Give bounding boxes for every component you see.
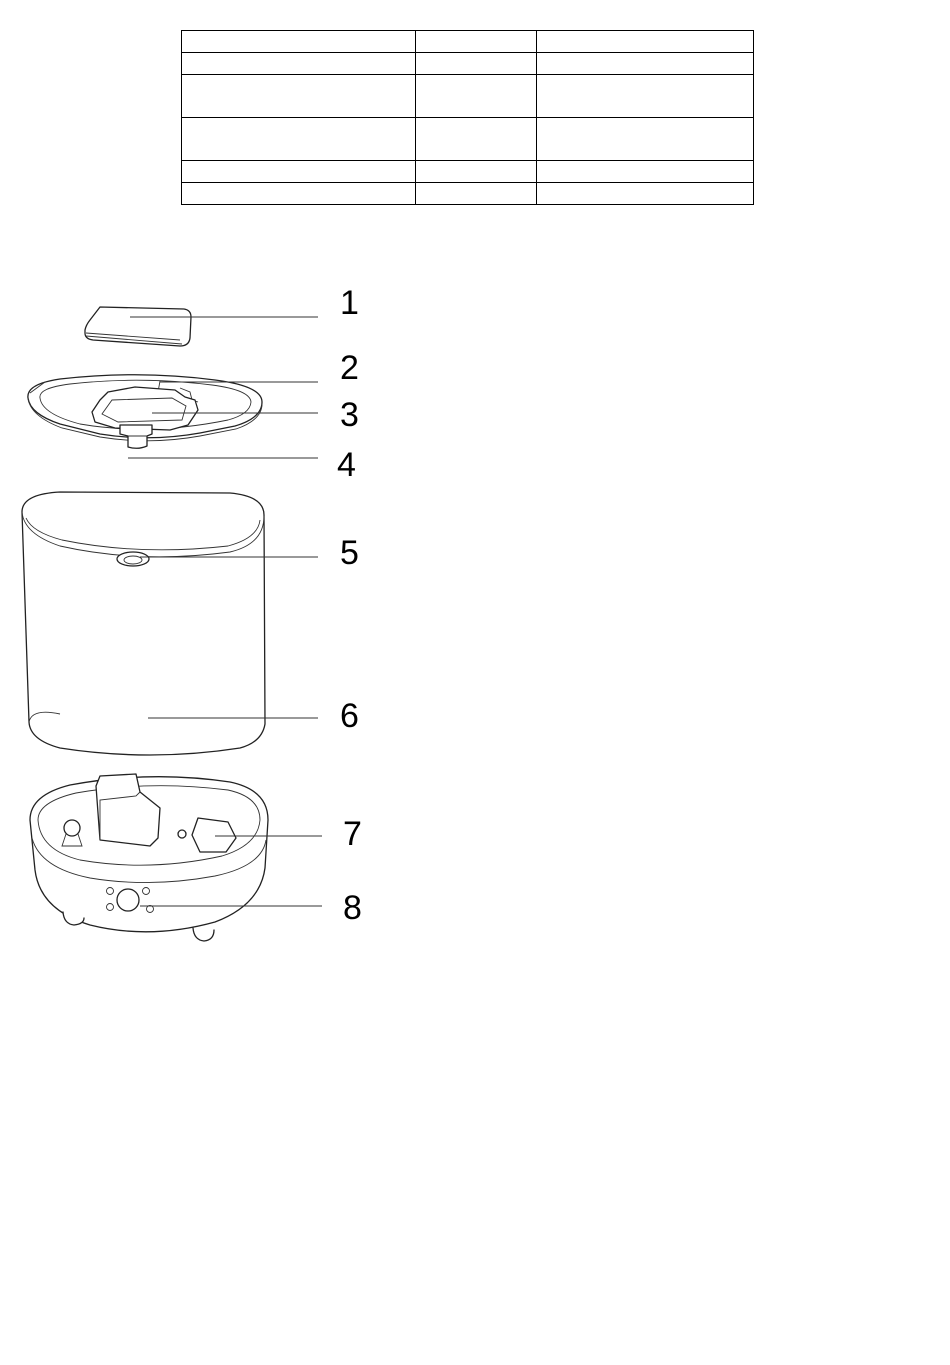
spec-row-6 xyxy=(182,183,754,205)
spec-cell xyxy=(416,161,537,183)
spec-cell xyxy=(416,118,537,161)
spec-cell xyxy=(416,53,537,75)
callout-labels xyxy=(337,284,362,927)
spec-cell xyxy=(416,31,537,53)
spec-cell xyxy=(182,161,416,183)
spec-row-1 xyxy=(182,31,754,53)
callout-label-7: 7 xyxy=(343,815,362,853)
spec-cell xyxy=(537,161,754,183)
spec-cell xyxy=(537,118,754,161)
spec-cell xyxy=(537,183,754,205)
spec-table-body xyxy=(182,31,754,205)
spec-cell xyxy=(182,53,416,75)
part-water-tank xyxy=(22,492,265,755)
callout-label-2: 2 xyxy=(340,349,359,387)
spec-cell xyxy=(537,31,754,53)
spec-cell xyxy=(182,183,416,205)
spec-row-2 xyxy=(182,53,754,75)
spec-cell xyxy=(537,53,754,75)
spec-cell xyxy=(416,183,537,205)
spec-row-4 xyxy=(182,118,754,161)
spec-cell xyxy=(537,75,754,118)
spec-cell xyxy=(182,31,416,53)
exploded-view-diagram xyxy=(0,270,420,960)
callout-label-8: 8 xyxy=(343,889,362,927)
spec-cell xyxy=(416,75,537,118)
spec-table xyxy=(181,30,754,205)
part-base xyxy=(30,774,268,941)
spec-cell xyxy=(182,118,416,161)
spec-cell xyxy=(182,75,416,118)
part-cover-cap xyxy=(85,307,191,346)
callout-label-1: 1 xyxy=(340,284,359,322)
spec-row-5 xyxy=(182,161,754,183)
callout-label-4: 4 xyxy=(337,446,356,484)
callout-label-5: 5 xyxy=(340,534,359,572)
callout-label-6: 6 xyxy=(340,697,359,735)
spec-row-3 xyxy=(182,75,754,118)
callout-label-3: 3 xyxy=(340,396,359,434)
